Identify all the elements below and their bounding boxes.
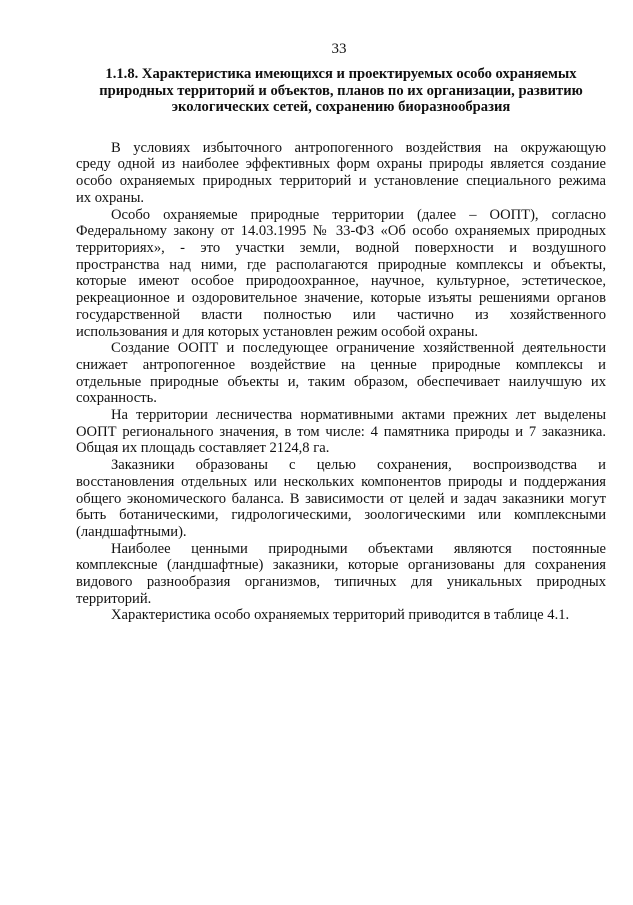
text-line: территорий. (76, 590, 152, 607)
document-page (76, 40, 606, 624)
heading-line: экологических сетей, сохранению биоразнообразия (171, 99, 511, 116)
text-line: снижает антропогенное воздействие на ценные природные комплексы и (76, 356, 606, 373)
text-line: отдельные природные объекты и, таким образом, обеспечивает наилучшую их (76, 373, 606, 390)
text-line: В условиях избыточного антропогенного воздействия на окружающую (111, 139, 606, 156)
paragraph-5 (76, 457, 606, 541)
heading-line: природных территорий и объектов, планов по их организации, развитию (99, 82, 583, 99)
text-line: которые имеют особое природоохранное, научное, культурное, эстетическое, (76, 273, 606, 290)
text-line: быть ботаническими, гидрологическими, зоологическими или комплексными (76, 507, 606, 524)
heading-line: 1.1.8. Характеристика имеющихся и проектируемых особо охраняемых (105, 66, 577, 82)
text-line: рекреационное и оздоровительное значение, которые изъяты решениями органов (76, 290, 606, 307)
page-number: 33 (331, 41, 347, 57)
text-line: их охраны. (76, 189, 145, 206)
text-line: Особо охраняемые природные территории (далее – ООПТ), согласно (111, 206, 606, 223)
text-line: На территории лесничества нормативными актами прежних лет выделены (111, 407, 606, 424)
text-line: Федеральному закону от 14.03.1995 № 33-ФЗ «Об особо охраняемых природных (76, 223, 606, 240)
text-line: особо охраняемых природных территорий и установление специального режима (76, 173, 606, 190)
text-line: сохранность. (76, 390, 157, 407)
text-line: территориях», - это участки земли, водной поверхности и воздушного (76, 240, 606, 256)
text-line: пространства над ними, где располагаются природные комплексы и объекты, (76, 256, 606, 273)
text-line: использования и для которых установлен режим особой охраны. (76, 323, 479, 340)
paragraph-3 (76, 340, 606, 407)
paragraph-2 (76, 207, 606, 341)
text-line: Заказники образованы с целью сохранения, воспроизводства и (111, 457, 606, 474)
text-line: видового разнообразия организмов, типичных для уникальных природных (76, 574, 606, 591)
text-line: Общая их площадь составляет 2124,8 га. (76, 440, 330, 457)
paragraph-7 (76, 607, 606, 624)
paragraph-1 (76, 140, 606, 207)
text-line: (ландшафтными). (76, 523, 187, 540)
document-body (76, 140, 606, 624)
paragraph-4 (76, 407, 606, 457)
text-line: Характеристика особо охраняемых территорий приводится в таблице 4.1. (111, 607, 570, 624)
text-line: общего экономического баланса. В зависимости от целей и задач заказники могут (76, 490, 606, 507)
text-line: среду одной из наиболее эффективных форм охраны природы является создание (76, 156, 606, 173)
text-line: государственной власти полностью или частично из хозяйственного (76, 306, 606, 323)
text-line: ООПТ регионального значения, в том числе: 4 памятника природы и 7 заказника. (76, 423, 606, 440)
paragraph-6 (76, 541, 606, 608)
text-line: комплексные (ландшафтные) заказники, которые организованы для сохранения (76, 557, 606, 574)
text-line: Наиболее ценными природными объектами являются постоянные (111, 540, 606, 557)
text-line: восстановления отдельных или нескольких компонентов природы и поддержания (76, 473, 606, 490)
text-line: Создание ООПТ и последующее ограничение хозяйственной деятельности (111, 340, 606, 357)
section-heading (76, 66, 606, 116)
